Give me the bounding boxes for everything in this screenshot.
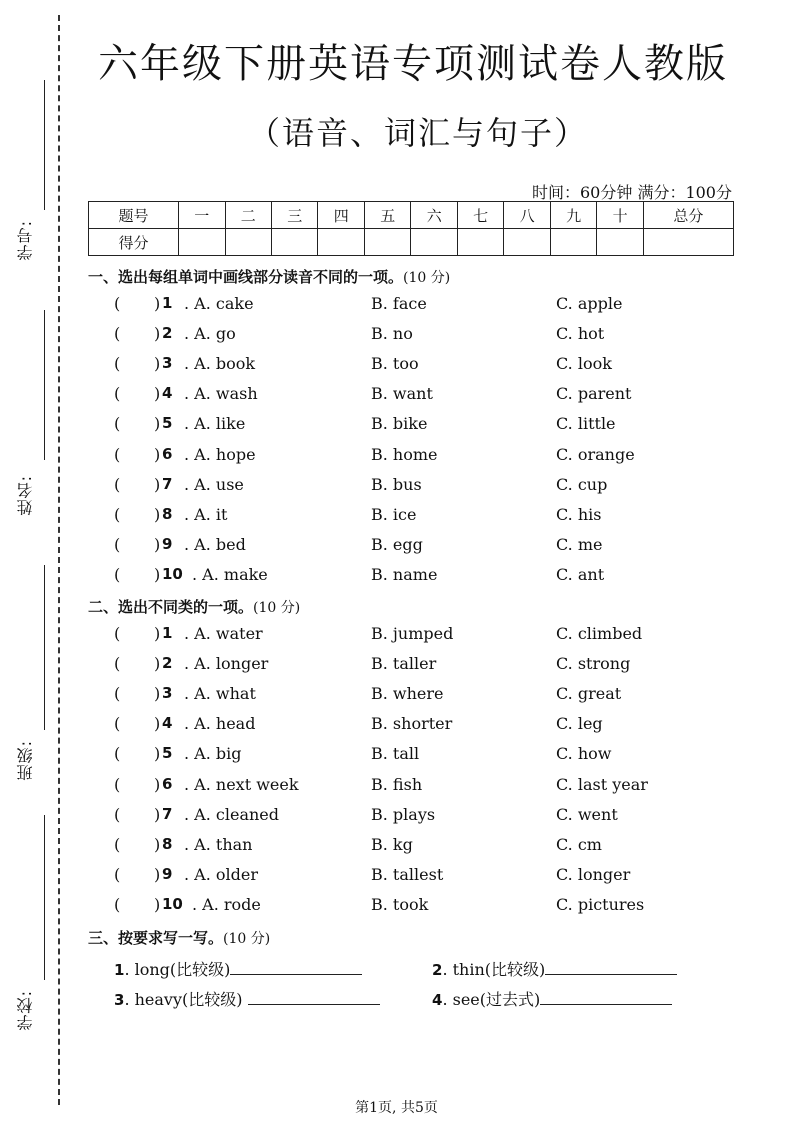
option-b: B. too — [371, 354, 419, 374]
option-b: B. egg — [371, 534, 423, 554]
answer-paren-right: ) — [154, 744, 161, 764]
question-row — [88, 744, 738, 766]
answer-paren-left: ( — [114, 774, 121, 794]
question-number: 4 — [162, 714, 173, 733]
question-row — [88, 624, 738, 646]
section1-title-text: 一、选出每组单词中画线部分读音不同的一项。 — [88, 268, 404, 286]
answer-paren-left: ( — [114, 864, 121, 884]
option-a: . A. big — [184, 744, 242, 764]
name-line[interactable] — [44, 310, 45, 460]
question-row — [88, 654, 738, 676]
option-c: C. hot — [556, 324, 605, 344]
score-table-score-row — [89, 229, 734, 256]
option-b: B. home — [371, 444, 438, 464]
answer-paren-right: ) — [154, 444, 161, 464]
answer-paren-right: ) — [154, 834, 161, 854]
option-c: C. apple — [556, 294, 623, 313]
answer-paren-left: ( — [114, 684, 121, 704]
name-field[interactable] — [10, 310, 50, 515]
answer-paren-left: ( — [114, 564, 121, 584]
answer-paren-left: ( — [114, 504, 121, 524]
option-b: B. want — [371, 384, 433, 404]
question-row — [88, 414, 738, 436]
answer-paren-right: ) — [154, 504, 161, 524]
option-c: C. went — [556, 804, 618, 824]
fill-item-number: 4 — [432, 991, 443, 1009]
answer-paren-right: ) — [154, 654, 161, 674]
fill-item — [432, 957, 677, 980]
option-c: C. pictures — [556, 894, 645, 914]
cut-line — [58, 15, 60, 1105]
score-header-cell: 十 — [597, 202, 643, 229]
answer-paren-left: ( — [114, 444, 121, 464]
question-row — [88, 565, 738, 587]
answer-paren-right: ) — [154, 534, 161, 554]
question-row — [88, 384, 738, 406]
answer-paren-right: ) — [154, 294, 161, 313]
option-b: B. where — [371, 684, 444, 704]
option-a: . A. than — [184, 834, 253, 854]
answer-paren-left: ( — [114, 324, 121, 344]
answer-paren-left: ( — [114, 534, 121, 554]
question-number: 2 — [162, 654, 173, 673]
question-row — [88, 354, 738, 376]
answer-paren-left: ( — [114, 714, 121, 734]
question-number: 2 — [162, 324, 173, 343]
answer-blank[interactable] — [230, 961, 362, 975]
answer-paren-left: ( — [114, 414, 121, 434]
student-id-label: 学号: — [16, 219, 35, 260]
answer-paren-right: ) — [154, 564, 161, 584]
answer-paren-right: ) — [154, 804, 161, 824]
option-b: B. fish — [371, 774, 423, 794]
option-c: C. how — [556, 744, 612, 764]
class-field[interactable] — [10, 565, 50, 780]
question-number: 9 — [162, 864, 173, 883]
answer-paren-right: ) — [154, 384, 161, 404]
answer-paren-right: ) — [154, 474, 161, 494]
score-header-cell: 二 — [225, 202, 271, 229]
score-header-cell: 一 — [179, 202, 225, 229]
student-id-field[interactable] — [10, 80, 50, 260]
question-number: 5 — [162, 744, 173, 763]
answer-paren-left: ( — [114, 624, 121, 643]
question-row — [88, 775, 738, 797]
question-number: 8 — [162, 504, 173, 523]
question-number: 6 — [162, 774, 173, 793]
fill-item-number: 1 — [114, 961, 125, 979]
section3-title — [88, 927, 270, 948]
score-header-cell: 总分 — [643, 202, 733, 229]
question-row — [88, 865, 738, 887]
question-number: 1 — [162, 624, 173, 642]
option-a: . A. like — [184, 414, 246, 434]
answer-paren-right: ) — [154, 354, 161, 374]
score-cell[interactable] — [318, 229, 364, 256]
option-a: . A. hope — [184, 444, 256, 464]
score-cell[interactable] — [597, 229, 643, 256]
option-b: B. shorter — [371, 714, 453, 734]
score-header-cell: 七 — [457, 202, 503, 229]
score-cell[interactable] — [272, 229, 318, 256]
score-cell[interactable] — [225, 229, 271, 256]
option-c: C. his — [556, 504, 602, 524]
answer-paren-left: ( — [114, 384, 121, 404]
section2-title-text: 二、选出不同类的一项。 — [88, 598, 254, 616]
option-b: B. bike — [371, 414, 428, 434]
answer-paren-left: ( — [114, 834, 121, 854]
question-number: 7 — [162, 804, 173, 823]
option-a: . A. longer — [184, 654, 269, 674]
answer-paren-right: ) — [154, 894, 161, 914]
question-number: 1 — [162, 294, 173, 312]
score-header-cell: 六 — [411, 202, 457, 229]
option-b: B. plays — [371, 804, 436, 824]
section2-title — [88, 596, 300, 617]
option-b: B. taller — [371, 654, 437, 674]
option-a: . A. head — [184, 714, 256, 734]
option-a: . A. book — [184, 354, 256, 374]
option-c: C. orange — [556, 444, 635, 464]
answer-paren-left: ( — [114, 294, 121, 313]
option-a: . A. use — [184, 474, 244, 494]
section1-points: (10 分) — [403, 270, 451, 286]
answer-blank[interactable] — [248, 991, 380, 1005]
class-label: 班级: — [16, 739, 35, 780]
option-b: B. tallest — [371, 864, 444, 884]
page-title: 六年级下册英语专项测试卷人教版 — [98, 41, 728, 87]
question-number: 3 — [162, 684, 173, 703]
page-subtitle: （语音、词汇与句子） — [247, 114, 588, 152]
student-id-line[interactable] — [44, 80, 45, 210]
option-b: B. face — [371, 294, 427, 313]
fill-item-number: 3 — [114, 991, 125, 1009]
option-c: C. climbed — [556, 624, 643, 643]
answer-blank[interactable] — [540, 991, 672, 1005]
answer-paren-right: ) — [154, 864, 161, 884]
option-c: C. strong — [556, 654, 631, 674]
option-b: B. no — [371, 324, 413, 344]
answer-paren-right: ) — [154, 414, 161, 434]
question-number: 4 — [162, 384, 173, 403]
option-b: B. ice — [371, 504, 417, 524]
answer-paren-right: ) — [154, 624, 161, 643]
answer-paren-left: ( — [114, 894, 121, 914]
section1-title — [88, 266, 450, 287]
page-footer: 第1页, 共5页 — [355, 1100, 438, 1116]
class-line[interactable] — [44, 565, 45, 730]
question-row — [88, 445, 738, 467]
option-b: B. kg — [371, 834, 413, 854]
answer-paren-left: ( — [114, 654, 121, 674]
name-label: 姓名: — [16, 474, 35, 515]
answer-paren-right: ) — [154, 714, 161, 734]
question-row — [88, 505, 738, 527]
question-number: 6 — [162, 444, 173, 463]
time-info: 时间：60分钟 满分：100分 — [532, 183, 732, 202]
score-cell[interactable] — [550, 229, 596, 256]
option-a: . A. next week — [184, 774, 299, 794]
option-c: C. last year — [556, 774, 648, 794]
score-header-cell: 八 — [504, 202, 550, 229]
section3-points: (10 分) — [223, 931, 271, 947]
question-row — [88, 324, 738, 346]
option-a: . A. water — [184, 624, 263, 643]
option-b: B. name — [371, 564, 438, 584]
question-row — [88, 294, 738, 316]
score-cell[interactable] — [643, 229, 733, 256]
question-number: 9 — [162, 534, 173, 553]
question-row — [88, 835, 738, 857]
answer-paren-left: ( — [114, 804, 121, 824]
score-cell[interactable] — [364, 229, 410, 256]
fill-item-prompt: . heavy(比较级) — [124, 990, 248, 1009]
question-number: 8 — [162, 834, 173, 853]
score-cell[interactable] — [457, 229, 503, 256]
question-row — [88, 714, 738, 736]
option-b: B. took — [371, 894, 429, 914]
option-b: B. jumped — [371, 624, 454, 643]
answer-paren-right: ) — [154, 774, 161, 794]
fill-item — [114, 987, 380, 1010]
score-row-label: 得分 — [89, 229, 179, 256]
option-c: C. great — [556, 684, 622, 704]
question-row — [88, 535, 738, 557]
fill-item-number: 2 — [432, 961, 443, 979]
option-c: C. cup — [556, 474, 608, 494]
option-c: C. parent — [556, 384, 632, 404]
option-a: . A. cleaned — [184, 804, 279, 824]
section2-points: (10 分) — [253, 600, 301, 616]
option-a: . A. cake — [184, 294, 254, 313]
option-a: . A. rode — [192, 894, 261, 914]
answer-paren-left: ( — [114, 354, 121, 374]
option-a: . A. wash — [184, 384, 258, 404]
option-c: C. ant — [556, 564, 605, 584]
school-label: 学校: — [16, 989, 35, 1030]
option-a: . A. make — [192, 564, 268, 584]
binding-margin — [0, 0, 70, 1122]
question-row — [88, 684, 738, 706]
score-header-cell: 九 — [550, 202, 596, 229]
school-field[interactable] — [10, 815, 50, 1030]
answer-paren-right: ) — [154, 684, 161, 704]
option-a: . A. it — [184, 504, 228, 524]
score-table — [88, 201, 734, 256]
question-row — [88, 895, 738, 917]
question-number: 3 — [162, 354, 173, 373]
option-c: C. cm — [556, 834, 602, 854]
option-c: C. leg — [556, 714, 603, 734]
school-line[interactable] — [44, 815, 45, 980]
option-c: C. look — [556, 354, 612, 374]
option-a: . A. bed — [184, 534, 246, 554]
answer-paren-left: ( — [114, 474, 121, 494]
question-number: 10 — [162, 564, 183, 583]
option-c: C. me — [556, 534, 603, 554]
fill-item-prompt: . see(过去式) — [442, 990, 541, 1009]
score-cell[interactable] — [504, 229, 550, 256]
answer-blank[interactable] — [545, 961, 677, 975]
question-number: 7 — [162, 474, 173, 493]
option-c: C. little — [556, 414, 616, 434]
question-number: 10 — [162, 894, 183, 913]
question-number: 5 — [162, 414, 173, 433]
question-row — [88, 475, 738, 497]
score-cell[interactable] — [411, 229, 457, 256]
option-b: B. tall — [371, 744, 420, 764]
score-header-cell: 四 — [318, 202, 364, 229]
option-a: . A. go — [184, 324, 236, 344]
score-table-header-row — [89, 202, 734, 229]
option-b: B. bus — [371, 474, 422, 494]
score-header-cell: 五 — [364, 202, 410, 229]
section3-title-text: 三、按要求写一写。 — [88, 929, 224, 947]
option-a: . A. older — [184, 864, 259, 884]
answer-paren-left: ( — [114, 744, 121, 764]
fill-item — [432, 987, 672, 1010]
option-a: . A. what — [184, 684, 256, 704]
fill-item-prompt: . long(比较级) — [124, 960, 231, 979]
question-row — [88, 805, 738, 827]
answer-paren-right: ) — [154, 324, 161, 344]
score-cell[interactable] — [179, 229, 225, 256]
option-c: C. longer — [556, 864, 631, 884]
score-header-cell: 题号 — [89, 202, 179, 229]
fill-item-prompt: . thin(比较级) — [442, 960, 546, 979]
fill-item — [114, 957, 362, 980]
score-header-cell: 三 — [272, 202, 318, 229]
